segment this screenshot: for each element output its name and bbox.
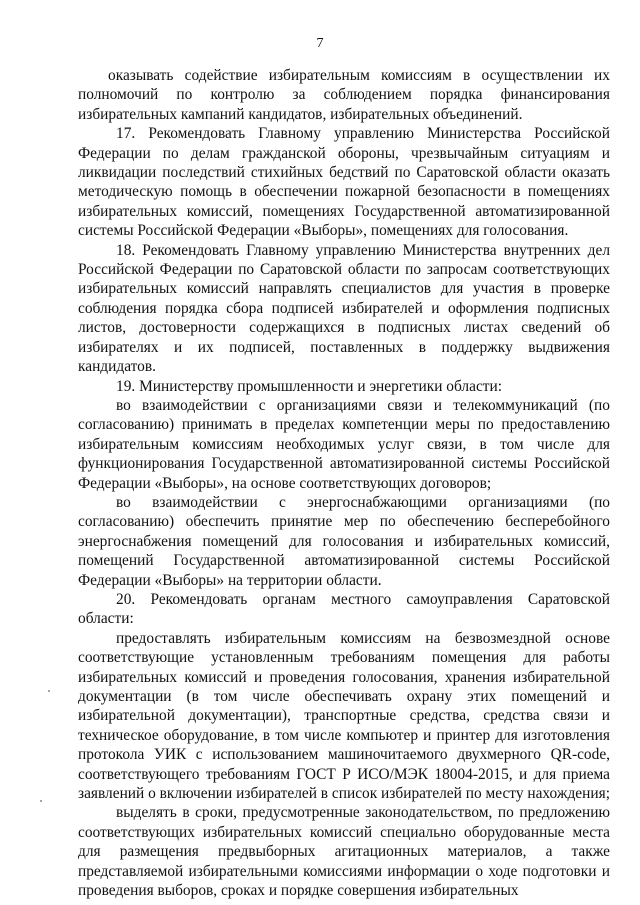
margin-mark xyxy=(40,800,42,802)
paragraph-item-20-premises: предоставлять избирательным комиссиям на безвозмездной основе соответствующие установленным требованиям помещения для работы избирательных комиссий и проведения голосования, хранения избирательной документации (в том числе обеспечивать охрану этих помещений и избирательной документации), транспортные средства, средства связи и техническое оборудование, в том числе компьютер и принтер для изготовления протокола УИК с использованием машиночитаемого двухмерного QR-code, соответствующего требованиям ГОСТ Р ИСО/МЭК 18004-2015, и для приема заявлений о включении избирателей в список избирателей по месту нахождения; xyxy=(78,629,610,803)
paragraph-item-20-campaign-places: выделять в сроки, предусмотренные законодательством, по предложению соответствующих избирательных комиссий специально оборудованные места для размещения предвыборных агитационных материалов, а также представляемой избирательными комиссиями информации о ходе подготовки и проведения выборов, сроках и порядке совершения избирательных xyxy=(78,804,610,900)
paragraph-continuation: оказывать содействие избирательным комиссиям в осуществлении их полномочий по контролю за соблюдением порядка финансирования избирательных кампаний кандидатов, избирательных объединений. xyxy=(78,67,610,123)
margin-mark xyxy=(48,690,50,692)
paragraph-item-18: 18. Рекомендовать Главному управлению Министерства внутренних дел Российской Федерации по Саратовской области по запросам соответствующих избирательных комиссий направлять специалистов для участия в проверке соблюдения порядка сбора подписей избирателей и оформления подписных листов, достоверности содержащихся в подписных листах сведений об избирателях и их подписей, поставленных в поддержку выдвижения кандидатов. xyxy=(78,241,610,376)
paragraph-item-19-communications: во взаимодействии с организациями связи и телекоммуникаций (по согласованию) принимать в пределах компетенции меры по предоставлению избирательным комиссиям необходимых услуг связи, в том числе для функционирования Государственной автоматизированной системы Российской Федерации «Выборы», на основе соответствующих договоров; xyxy=(78,396,610,492)
paragraph-item-19: 19. Министерству промышленности и энергетики области: xyxy=(116,377,503,395)
paragraph-item-20: 20. Рекомендовать органам местного самоуправления Саратовской области: xyxy=(78,590,610,628)
document-body xyxy=(78,66,610,900)
paragraph-item-17: 17. Рекомендовать Главному управлению Министерства Российской Федерации по делам гражданской обороны, чрезвычайным ситуациям и ликвидации последствий стихийных бедствий по Саратовской области оказать методическую помощь в обеспечении пожарной безопасности в помещениях избирательных комиссий, помещениях Государственной автоматизированной системы Российской Федерации «Выборы», помещениях для голосования. xyxy=(78,125,610,240)
page-number: 7 xyxy=(316,36,324,51)
paragraph-item-19-energy: во взаимодействии с энергоснабжающими организациями (по согласованию) обеспечить принятие мер по обеспечению бесперебойного энергоснабжения помещений для голосования и избирательных комиссий, помещений Государственной автоматизированной системы Российской Федерации «Выборы» на территории области. xyxy=(78,493,610,589)
